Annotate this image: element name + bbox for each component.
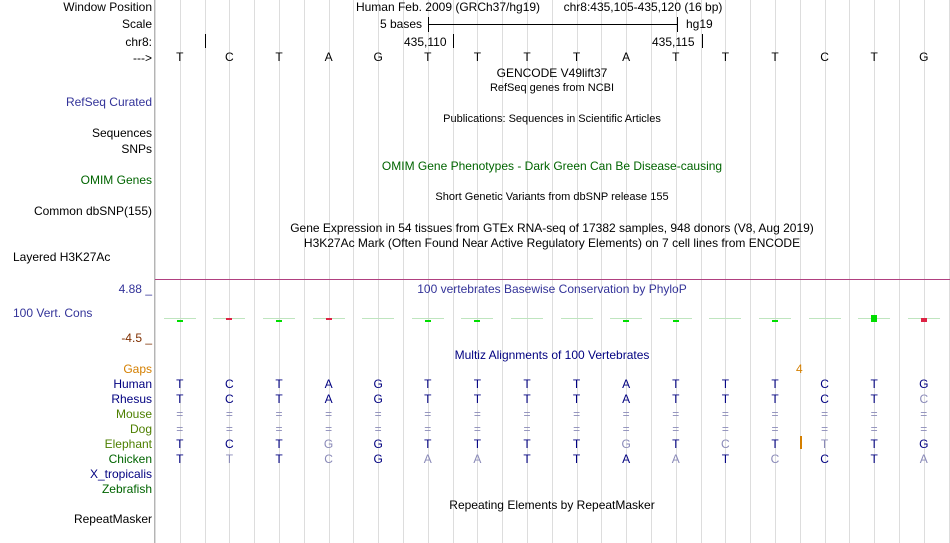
label-species-chicken[interactable]: Chicken: [108, 452, 152, 466]
alignment-base: T: [721, 377, 730, 391]
grid-line: [353, 0, 354, 543]
label-species-rhesus[interactable]: Rhesus: [111, 392, 152, 406]
alignment-base: G: [373, 377, 383, 391]
alignment-base: =: [920, 422, 928, 436]
label-scale[interactable]: Scale: [121, 17, 152, 31]
label-strand[interactable]: --->: [133, 51, 152, 65]
label-window-position[interactable]: Window Position: [63, 0, 152, 14]
alignment-base: T: [176, 392, 184, 406]
alignment-base: T: [820, 437, 829, 451]
alignment-base: =: [275, 407, 283, 421]
alignment-base: T: [870, 392, 878, 406]
grid-line: [155, 0, 156, 543]
alignment-base: T: [424, 377, 432, 391]
label-gaps[interactable]: Gaps: [123, 362, 152, 376]
alignment-base: =: [870, 407, 878, 421]
alignment-base: G: [323, 437, 334, 451]
alignment-base: C: [721, 437, 730, 451]
phylop-bar: [362, 318, 394, 319]
coord-tick: [702, 34, 703, 48]
grid-line: [254, 0, 255, 543]
alignment-base: T: [672, 392, 680, 406]
grid-line: [899, 0, 900, 543]
alignment-base: T: [225, 452, 234, 466]
alignment-base: =: [721, 407, 729, 421]
label-dbsnp[interactable]: Common dbSNP(155): [33, 204, 152, 218]
alignment-base: T: [523, 437, 531, 451]
base-letter: C: [225, 50, 234, 64]
alignment-base: =: [225, 422, 233, 436]
gencode-title[interactable]: GENCODE V49lift37: [496, 66, 608, 80]
grid-line: [849, 0, 850, 543]
base-letter: T: [275, 50, 283, 64]
base-letter: G: [919, 50, 929, 64]
multiz-title[interactable]: Multiz Alignments of 100 Vertebrates: [454, 348, 650, 362]
grid-line: [800, 0, 801, 543]
alignment-base: G: [919, 377, 929, 391]
phylop-bar: [474, 320, 480, 322]
coord-tick: [453, 34, 454, 48]
label-cons[interactable]: 100 Vert. Cons: [13, 306, 93, 320]
base-letter: T: [473, 50, 482, 64]
alignment-base: =: [275, 422, 283, 436]
alignment-base: T: [275, 392, 283, 406]
omim-title[interactable]: OMIM Gene Phenotypes - Dark Green Can Be Disease-causing: [381, 159, 723, 173]
alignment-base: C: [820, 392, 829, 406]
alignment-base: C: [324, 452, 333, 466]
alignment-base: T: [771, 437, 779, 451]
alignment-base: T: [572, 437, 581, 451]
alignment-base: T: [870, 452, 878, 466]
alignment-base: T: [572, 377, 581, 391]
label-species-elephant[interactable]: Elephant: [104, 437, 152, 451]
alignment-base: A: [423, 452, 432, 466]
phylop-bar: [425, 320, 431, 322]
base-letter: T: [176, 50, 184, 64]
phylop-bar: [809, 318, 841, 319]
base-letter: C: [820, 50, 829, 64]
grid-line: [949, 0, 950, 543]
alignment-base: T: [870, 437, 878, 451]
label-cons-min: -4.5 _: [121, 331, 152, 345]
h3k27ac-title[interactable]: H3K27Ac Mark (Often Found Near Active Regulatory Elements) on 7 cell lines from ENCODE: [303, 236, 801, 250]
alignment-base: =: [176, 422, 184, 436]
grid-line: [453, 0, 454, 543]
label-divider: [154, 0, 155, 543]
alignment-base: =: [721, 422, 729, 436]
phylop-bar: [226, 318, 232, 320]
alignment-base: G: [373, 392, 383, 406]
alignment-base: C: [225, 377, 234, 391]
position-text[interactable]: chr8:435,105-435,120 (16 bp): [563, 0, 723, 14]
label-chrom[interactable]: chr8:: [125, 35, 152, 49]
repeatmasker-title[interactable]: Repeating Elements by RepeatMasker: [449, 498, 655, 512]
alignment-base: T: [424, 392, 432, 406]
label-species-human[interactable]: Human: [113, 377, 152, 391]
grid-line: [403, 0, 404, 543]
alignment-base: =: [176, 407, 184, 421]
phylop-bar: [177, 320, 183, 322]
label-sequences[interactable]: Sequences: [91, 126, 152, 140]
alignment-base: A: [622, 392, 631, 406]
alignment-base: T: [870, 377, 878, 391]
label-snps[interactable]: SNPs: [121, 142, 152, 156]
alignment-base: T: [473, 377, 482, 391]
scale-bar-right-tick: [677, 17, 678, 32]
assembly-title: Human Feb. 2009 (GRCh37/hg19): [355, 0, 541, 14]
alignment-base: T: [572, 452, 581, 466]
track-labels: [0, 0, 155, 543]
alignment-base: T: [572, 392, 581, 406]
conservation-top-line: [155, 279, 950, 280]
scale-text: 5 bases: [380, 17, 423, 31]
gap-count: 4: [796, 362, 803, 376]
alignment-base: T: [176, 377, 184, 391]
gap-marker: [800, 436, 802, 449]
alignment-base: =: [473, 407, 481, 421]
alignment-base: A: [622, 377, 631, 391]
alignment-base: C: [225, 437, 234, 451]
phylop-bar: [461, 318, 493, 319]
alignment-base: =: [325, 422, 333, 436]
alignment-base: =: [622, 422, 630, 436]
base-letter: T: [870, 50, 878, 64]
alignment-base: T: [771, 377, 779, 391]
grid-line: [651, 0, 652, 543]
alignment-base: T: [523, 392, 531, 406]
base-letter: A: [622, 50, 631, 64]
alignment-base: =: [672, 422, 680, 436]
alignment-base: T: [672, 437, 680, 451]
coord-pos2: 435,115: [652, 35, 695, 49]
label-cons-max: 4.88 _: [118, 282, 152, 296]
refseq-title[interactable]: RefSeq genes from NCBI: [489, 82, 615, 94]
label-species-mouse[interactable]: Mouse: [115, 407, 152, 421]
alignment-base: T: [473, 392, 482, 406]
label-species-zebrafish[interactable]: Zebrafish: [101, 482, 152, 496]
label-h3k27ac[interactable]: Layered H3K27Ac: [13, 250, 111, 264]
label-repeatmasker[interactable]: RepeatMasker: [73, 512, 152, 526]
alignment-base: =: [920, 407, 928, 421]
alignment-base: C: [225, 392, 234, 406]
alignment-base: G: [373, 437, 383, 451]
alignment-base: T: [771, 392, 779, 406]
alignment-base: =: [771, 422, 779, 436]
grid-line: [701, 0, 702, 543]
grid-line: [304, 0, 305, 543]
alignment-base: A: [671, 452, 680, 466]
alignment-base: A: [324, 377, 333, 391]
alignment-base: T: [424, 437, 432, 451]
grid-line: [205, 0, 206, 543]
alignment-base: A: [324, 392, 333, 406]
phylop-bar: [164, 318, 196, 319]
alignment-base: =: [821, 422, 829, 436]
alignment-base: =: [573, 422, 581, 436]
phylop-bar: [772, 320, 778, 322]
phylop-bar: [660, 318, 692, 319]
alignment-base: A: [622, 452, 631, 466]
alignment-base: T: [176, 452, 184, 466]
phylop-bar: [673, 320, 679, 322]
phylop-bar: [511, 318, 543, 319]
alignment-base: G: [919, 437, 929, 451]
alignment-base: =: [225, 407, 233, 421]
alignment-base: =: [573, 407, 581, 421]
alignment-base: A: [919, 452, 928, 466]
alignment-base: T: [473, 437, 482, 451]
phylop-bar: [412, 318, 444, 319]
alignment-base: =: [424, 407, 432, 421]
phylop-bar: [623, 320, 629, 322]
base-letter: G: [373, 50, 383, 64]
alignment-base: =: [325, 407, 333, 421]
alignment-base: G: [621, 437, 631, 451]
alignment-base: =: [473, 422, 481, 436]
alignment-base: =: [374, 407, 382, 421]
alignment-base: T: [523, 377, 531, 391]
alignment-base: =: [821, 407, 829, 421]
base-letter: A: [324, 50, 333, 64]
label-refseq[interactable]: RefSeq Curated: [65, 95, 152, 109]
dbsnp-title[interactable]: Short Genetic Variants from dbSNP release 155: [435, 191, 669, 203]
alignment-base: =: [771, 407, 779, 421]
coord-tick: [205, 34, 206, 48]
alignment-base: =: [672, 407, 680, 421]
alignment-base: C: [919, 392, 929, 406]
phylop-title[interactable]: 100 vertebrates Basewise Conservation by PhyloP: [417, 282, 687, 296]
scale-bar: [429, 24, 677, 25]
label-omim[interactable]: OMIM Genes: [80, 173, 152, 187]
alignment-base: T: [672, 377, 680, 391]
alignment-base: =: [424, 422, 432, 436]
alignment-base: T: [275, 452, 283, 466]
phylop-bar: [610, 318, 642, 319]
alignment-base: C: [770, 452, 780, 466]
alignment-base: T: [275, 437, 283, 451]
alignment-base: T: [176, 437, 184, 451]
phylop-bar: [871, 315, 877, 322]
alignment-base: C: [820, 452, 829, 466]
base-letter: T: [771, 50, 779, 64]
alignment-base: =: [523, 422, 531, 436]
gtex-title[interactable]: Gene Expression in 54 tissues from GTEx RNA-seq of 17382 samples, 948 donors (V8, Aug 2019): [290, 221, 814, 235]
publications-title[interactable]: Publications: Sequences in Scientific Articles: [443, 113, 661, 125]
label-species-dog[interactable]: Dog: [129, 422, 152, 436]
coord-pos1: 435,110: [404, 35, 447, 49]
phylop-bar: [276, 320, 282, 322]
alignment-base: =: [622, 407, 630, 421]
alignment-base: C: [820, 377, 829, 391]
base-letter: T: [523, 50, 531, 64]
base-letter: T: [672, 50, 680, 64]
phylop-bar: [709, 318, 741, 319]
alignment-base: =: [523, 407, 531, 421]
alignment-base: G: [373, 452, 383, 466]
base-letter: T: [721, 50, 730, 64]
alignment-base: A: [473, 452, 482, 466]
alignment-base: T: [275, 377, 283, 391]
label-species-xtropicalis[interactable]: X_tropicalis: [89, 467, 152, 481]
phylop-bar: [561, 318, 593, 319]
alignment-base: T: [721, 392, 730, 406]
scale-db: hg19: [686, 17, 713, 31]
phylop-bar: [921, 318, 927, 322]
base-letter: T: [572, 50, 581, 64]
alignment-base: =: [374, 422, 382, 436]
alignment-base: =: [870, 422, 878, 436]
base-letter: T: [424, 50, 432, 64]
phylop-bar: [759, 318, 791, 319]
grid-line: [750, 0, 751, 543]
phylop-bar: [326, 318, 332, 320]
alignment-base: T: [721, 452, 730, 466]
alignment-base: T: [523, 452, 531, 466]
